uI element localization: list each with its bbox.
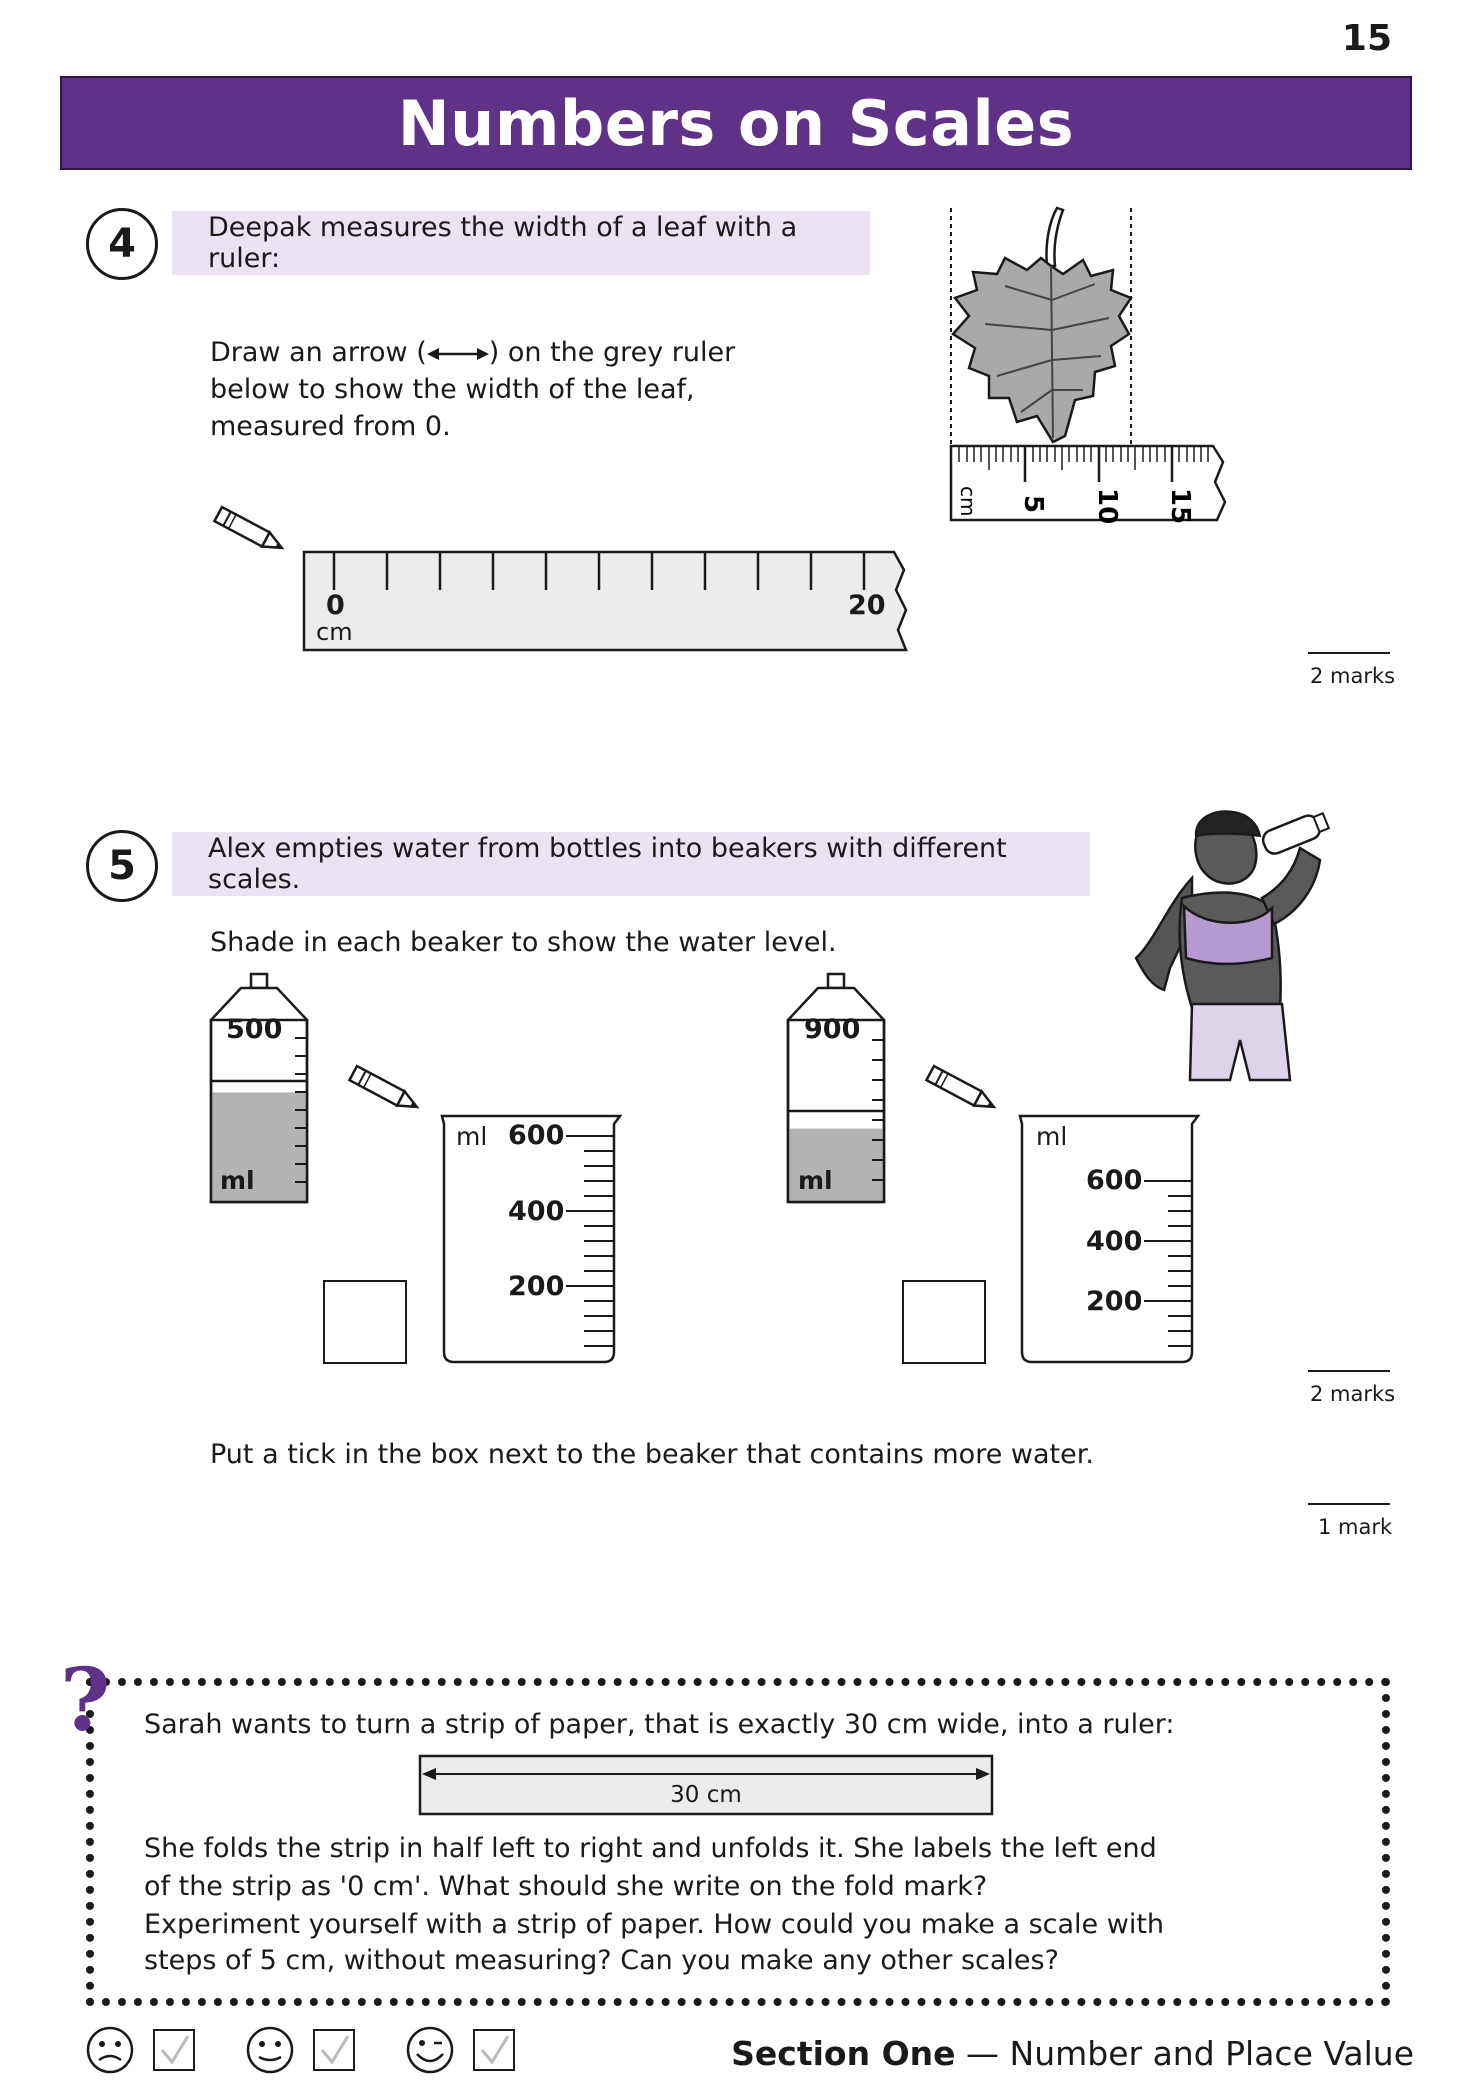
tick-box-icon: [314, 2030, 354, 2070]
footer-section-title: [731, 2034, 1414, 2073]
instruction-line-2: below to show the width of the leaf,: [210, 374, 695, 405]
leaf-on-ruler-image: [945, 200, 1235, 555]
page-number: 15: [1341, 18, 1392, 59]
challenge-line-1: Sarah wants to turn a strip of paper, that is exactly 30 cm wide, into a ruler:: [144, 1709, 1175, 1740]
question-5-marks: 2 marks: [1310, 1382, 1396, 1406]
instruction-line-1-end: ) on the grey ruler: [488, 337, 736, 368]
pencil-icon: [210, 505, 290, 557]
happy-face-icon: [408, 2028, 452, 2072]
marks-line: [1308, 1370, 1390, 1372]
footer-section: Section One: [731, 2034, 956, 2073]
double-arrow-icon: [427, 344, 489, 364]
grey-ruler[interactable]: [300, 548, 912, 656]
bottle-1-top-label: 500: [226, 1014, 283, 1045]
leaf-ruler-unit-label: cm: [956, 486, 980, 517]
question-5-number: 5: [86, 830, 158, 902]
beaker-1-label-400: 400: [508, 1196, 565, 1227]
tick-box-beaker-1[interactable]: [323, 1280, 407, 1364]
challenge-line-5: steps of 5 cm, without measuring? Can you make any other scales?: [144, 1945, 1059, 1976]
question-4-instruction: [210, 334, 735, 445]
beaker-2-unit-label: ml: [1036, 1122, 1068, 1151]
challenge-line-3: of the strip as '0 cm'. What should she write on the fold mark?: [144, 1871, 988, 1902]
question-mark-icon: ?: [60, 1650, 111, 1751]
question-4-prompt: Deepak measures the width of a leaf with a ruler:: [172, 211, 870, 275]
beaker-2-label-600: 600: [1086, 1165, 1143, 1196]
pencil-icon: [345, 1064, 425, 1116]
challenge-line-4: Experiment yourself with a strip of paper. How could you make a scale with: [144, 1909, 1165, 1940]
marks-line: [1308, 1503, 1390, 1505]
beaker-1-label-200: 200: [508, 1271, 565, 1302]
bottle-2-unit-label: ml: [798, 1166, 833, 1195]
instruction-line-1: Draw an arrow (: [210, 337, 427, 368]
question-4-marks: 2 marks: [1310, 664, 1396, 688]
footer-dash: —: [955, 2034, 1010, 2073]
person-drinking-image: [1122, 808, 1342, 1090]
question-5-tick-marks: 1 mark: [1318, 1515, 1393, 1539]
leaf-ruler-label-5: 5: [1018, 495, 1048, 514]
marks-line: [1308, 652, 1390, 654]
tick-box-beaker-2[interactable]: [902, 1280, 986, 1364]
question-5-tick-instruction: Put a tick in the box next to the beaker that contains more water.: [210, 1439, 1094, 1470]
pencil-icon: [922, 1064, 1002, 1116]
bottle-1-unit-label: ml: [220, 1166, 255, 1195]
grey-ruler-zero-label: 0: [326, 590, 345, 621]
neutral-face-icon: [248, 2028, 292, 2072]
bottle-2-top-label: 900: [804, 1014, 861, 1045]
paper-strip-label: 30 cm: [670, 1782, 742, 1808]
question-4-number: 4: [86, 208, 158, 280]
beaker-1-label-600: 600: [508, 1120, 565, 1151]
sad-face-icon: [88, 2028, 132, 2072]
leaf-ruler-label-15: 15: [1165, 488, 1195, 525]
grey-ruler-unit-label: cm: [316, 618, 353, 646]
question-5-instruction: Shade in each beaker to show the water level.: [210, 927, 837, 958]
beaker-1-unit-label: ml: [456, 1122, 488, 1151]
tick-box-icon: [154, 2030, 194, 2070]
self-assessment-row: [84, 2024, 524, 2078]
question-5-prompt: Alex empties water from bottles into beakers with different scales.: [172, 832, 1090, 896]
footer-topic: Number and Place Value: [1009, 2034, 1414, 2073]
beaker-2-label-400: 400: [1086, 1226, 1143, 1257]
leaf-ruler-label-10: 10: [1092, 488, 1122, 525]
challenge-line-2: She folds the strip in half left to right and unfolds it. She labels the left end: [144, 1833, 1157, 1864]
beaker-2-label-200: 200: [1086, 1286, 1143, 1317]
instruction-line-3: measured from 0.: [210, 411, 451, 442]
grey-ruler-end-label: 20: [848, 590, 886, 621]
page-title-bar: [60, 76, 1412, 170]
tick-box-icon: [474, 2030, 514, 2070]
page-title: Numbers on Scales: [397, 86, 1075, 160]
